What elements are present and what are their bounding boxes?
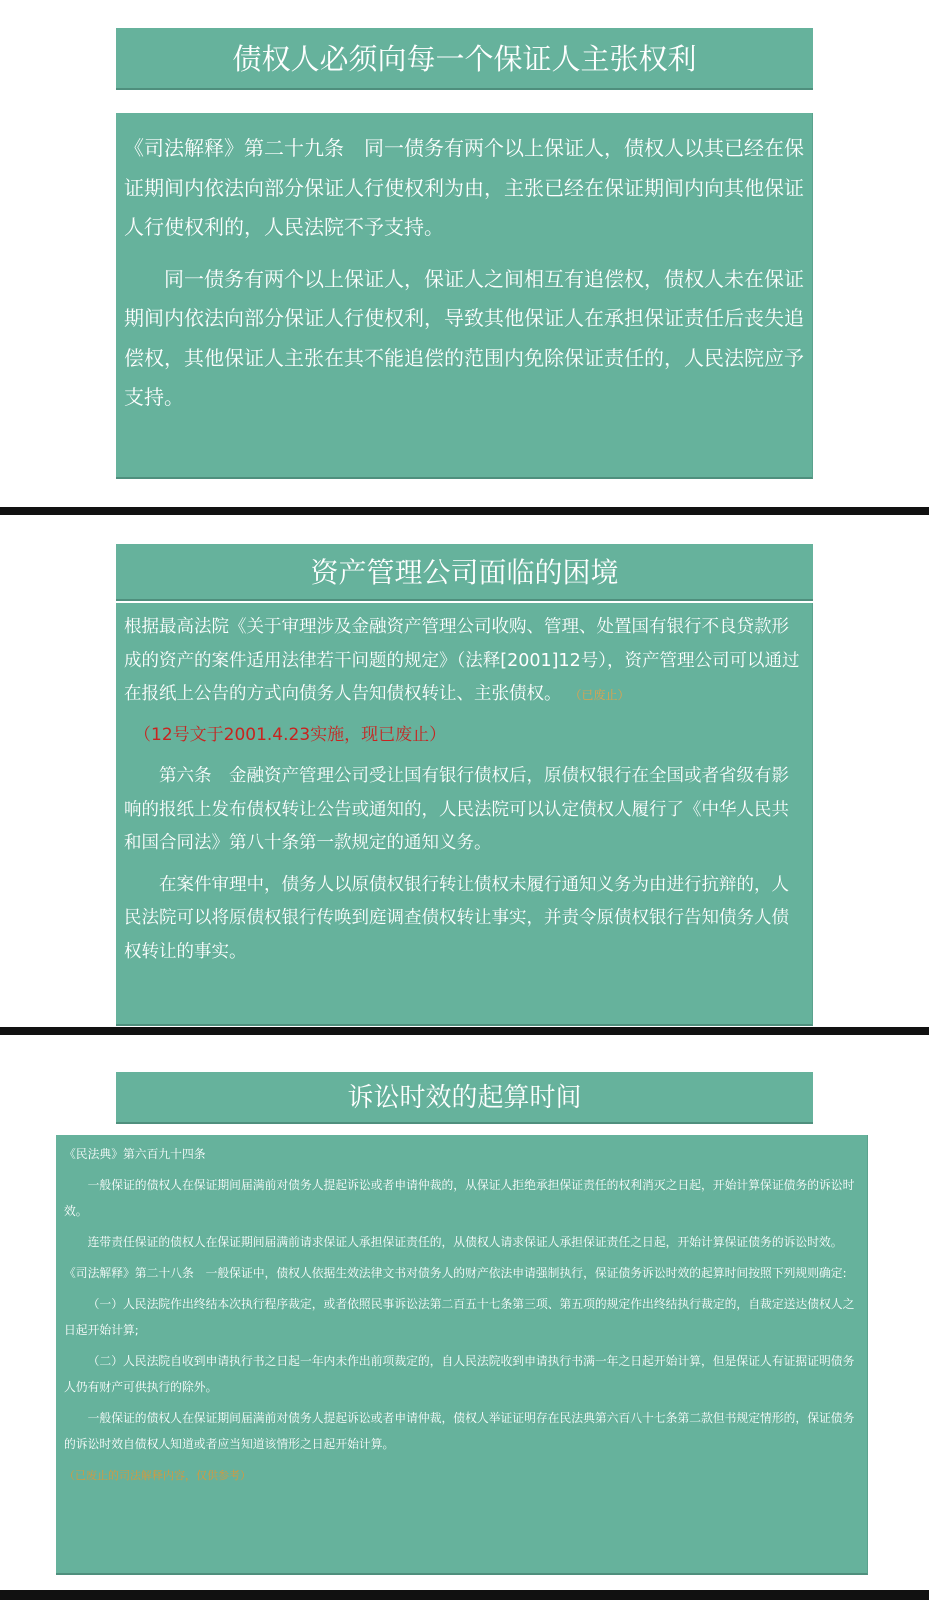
article-heading: 《民法典》第六百九十四条 [64,1147,206,1161]
content-box [56,1135,868,1575]
repealed-note: （已废止） [575,688,630,702]
slide-limitation-period [0,1057,929,1587]
paragraph [124,611,804,713]
intro-text: 根据最高法院《关于审理涉及金融资产管理公司收购、管理、处置国有银行不良贷款形成的资产的案件适用法律若干问题的规定》（法释[2001]12号），资产管理公司可以通过在报纸上公告的方式向债务人告知债权转让、主张债权。 [124,617,800,704]
slide-asset-management-dilemma [0,527,929,1047]
content-box [116,603,813,1026]
slide-guarantor-claims [0,0,929,515]
slide-title: 资产管理公司面临的困境 [116,544,813,601]
slide-divider [0,1590,929,1600]
paragraph: 同一债务有两个以上保证人，保证人之间相互有追偿权，债权人未在保证期间内依法向部分保证人行使权利，导致其他保证人在承担保证责任后丧失追偿权，其他保证人主张在其不能追偿的范围内免除保证责任的，人民法院应予支持。 [124,266,804,409]
paragraph: 一般保证的债权人在保证期间届满前对债务人提起诉讼或者申请仲裁，债权人举证证明存在民法典第六百八十七条第二款但书规定情形的，保证债务的诉讼时效自债权人知道或者应当知道该情形之日起开始计算。 [64,1411,855,1451]
slide-divider [0,1027,929,1035]
paragraph: 《司法解释》第二十九条 同一债务有两个以上保证人，债权人以其已经在保证期间内依法向部分保证人行使权利为由，主张已经在保证期间内向其他保证人行使权利的，人民法院不予支持。 [124,136,804,239]
paragraph: 连带责任保证的债权人在保证期间届满前请求保证人承担保证责任的，从债权人请求保证人承担保证责任之日起，开始计算保证债务的诉讼时效。 [87,1235,843,1249]
slide-title: 诉讼时效的起算时间 [116,1072,813,1124]
list-item: （二）人民法院自收到申请执行书之日起一年内未作出前项裁定的，自人民法院收到申请执行书满一年之日起开始计算，但是保证人有证据证明债务人仍有财产可供执行的除外。 [64,1354,855,1394]
paragraph: 第六条 金融资产管理公司受让国有银行债权后，原债权银行在全国或者省级有影响的报纸上发布债权转让公告或通知的，人民法院可以认定债权人履行了《中华人民共和国合同法》第八十条第一款规定的通知义务。 [124,766,789,853]
list-item: （一）人民法院作出终结本次执行程序裁定，或者依照民事诉讼法第二百五十七条第三项、第五项的规定作出终结执行裁定的，自裁定送达债权人之日起开始计算; [64,1297,855,1337]
content-box [116,113,813,479]
slide-title: 债权人必须向每一个保证人主张权利 [116,28,813,90]
slide-divider [0,507,929,515]
paragraph: 在案件审理中，债务人以原债权银行转让债权未履行通知义务为由进行抗辩的，人民法院可以将原债权银行传唤到庭调查债权转让事实，并责令原债权银行告知债务人债权转让的事实。 [124,874,789,962]
paragraph: 一般保证的债权人在保证期间届满前对债务人提起诉讼或者申请仲裁的，从保证人拒绝承担保证责任的权利消灭之日起，开始计算保证债务的诉讼时效。 [64,1178,855,1218]
repealed-notice: （12号文于2001.4.23实施，现已废止） [134,724,447,745]
paragraph: 《司法解释》第二十八条 一般保证中，债权人依据生效法律文书对债务人的财产依法申请强制执行，保证债务诉讼时效的起算时间按照下列规则确定: [64,1266,847,1280]
footnote: （已废止的司法解释内容，仅供参考） [64,1469,251,1482]
